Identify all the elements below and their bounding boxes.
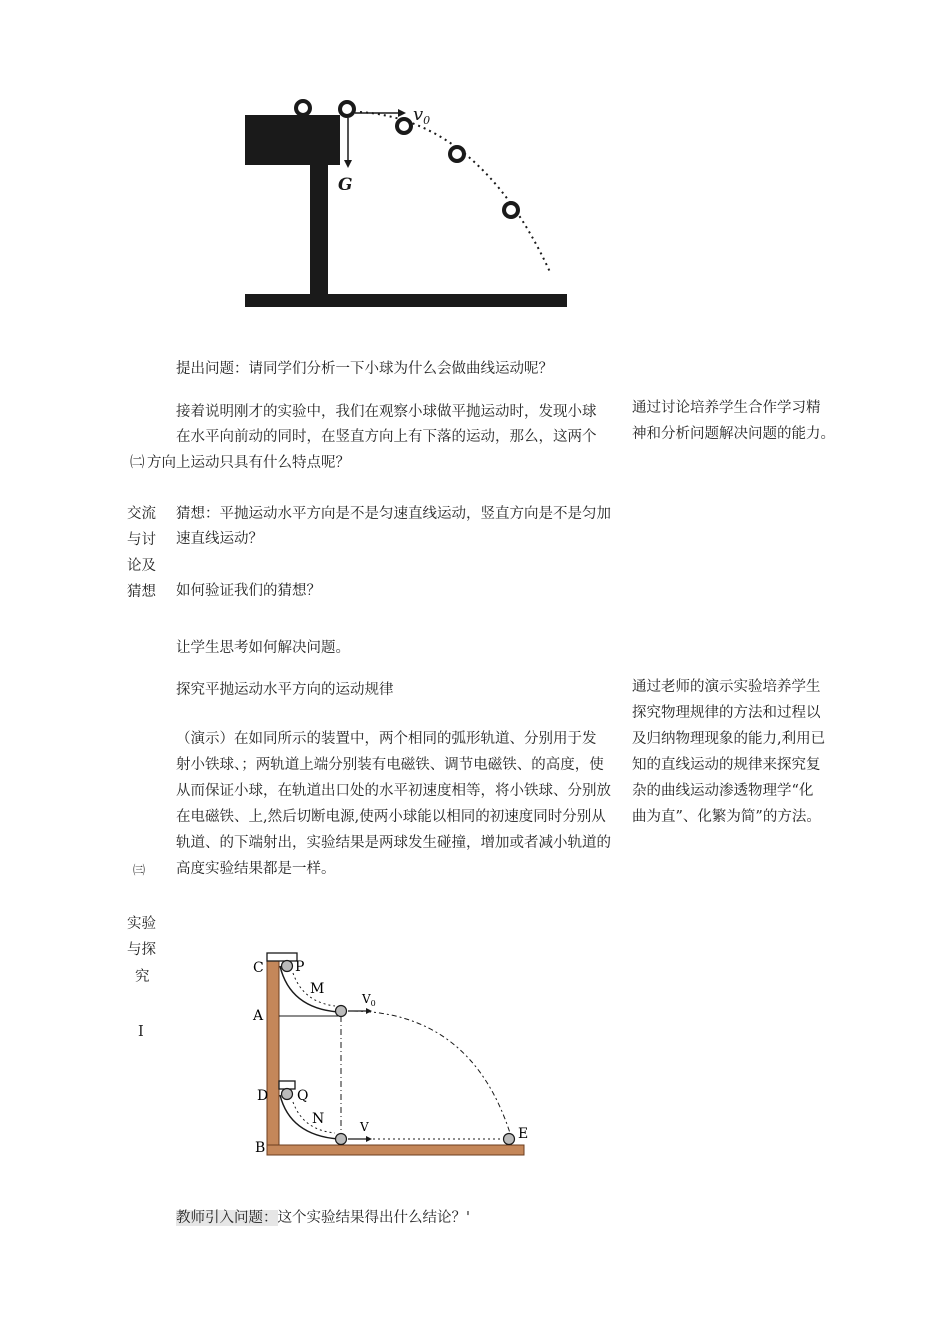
guess-line-1: 猜想：平抛运动水平方向是不是匀速直线运动，竖直方向是不是匀加 xyxy=(176,506,611,522)
label-m: M xyxy=(310,981,325,997)
magnet-d xyxy=(279,1081,295,1089)
magnet-c xyxy=(267,953,297,961)
label-b: B xyxy=(255,1140,266,1156)
think-text: 让学生思考如何解决问题。 xyxy=(176,640,350,656)
exp-label-3: 究 xyxy=(135,969,150,985)
explore-title: 探究平抛运动水平方向的运动规律 xyxy=(176,682,394,698)
side-label-1: 交流 xyxy=(127,506,156,522)
exp-label-1: 实验 xyxy=(127,916,156,932)
upper-trajectory xyxy=(348,1011,510,1133)
ball-e xyxy=(504,1134,515,1145)
question-text: 提出问题：请同学们分析一下小球为什么会做曲线运动呢？ xyxy=(176,361,553,377)
label-c: C xyxy=(253,960,264,976)
v-arrowhead xyxy=(366,1136,372,1142)
note-2-line-2: 探究物理规律的方法和过程以 xyxy=(632,705,821,721)
demo-line-1: （演示）在如同所示的装置中，两个相同的弧形轨道、分别用于发 xyxy=(176,731,597,747)
side-label-2: 与讨 xyxy=(127,532,156,548)
note-1-line-1: 通过讨论培养学生合作学习精 xyxy=(632,400,821,416)
ball-q xyxy=(282,1089,293,1100)
label-g: G xyxy=(338,175,353,195)
label-d: D xyxy=(257,1088,269,1104)
label-a: A xyxy=(253,1008,264,1024)
label-e: E xyxy=(518,1126,529,1142)
label-v: V xyxy=(360,1120,369,1134)
guess-line-2: 速直线运动？ xyxy=(176,531,263,547)
label-q: Q xyxy=(297,1088,309,1104)
ball-m-exit xyxy=(336,1006,347,1017)
v0-arrowhead xyxy=(366,1008,372,1014)
verify-text: 如何验证我们的猜想？ xyxy=(176,583,321,599)
demo-line-3: 从而保证小球，在轨道出口处的水平初速度相等，将小铁球、分别放 xyxy=(176,783,611,799)
conclusion-tail: 这个实验结果得出什么结论？' xyxy=(277,1210,470,1226)
note-2-line-5: 杂的曲线运动渗透物理学“化 xyxy=(632,783,814,799)
label-v0: $v_0$ xyxy=(413,104,431,127)
demo-line-4: 在电磁铁、上,然后切断电源,使两小球能以相同的初速度同时分别从 xyxy=(176,809,606,825)
exp-label-2: 与探 xyxy=(127,942,156,958)
label-p: P xyxy=(295,959,305,975)
demo-line-5: 轨道、的下端射出，实验结果是两球发生碰撞，增加或者减小轨道的 xyxy=(176,835,611,851)
demo-line-6: 高度实验结果都是一样。 xyxy=(176,861,336,877)
roman-numeral: I xyxy=(138,1024,144,1040)
label-v0: $V_0$ xyxy=(362,992,376,1008)
highlighted-lead: 教师引入问题： xyxy=(176,1210,278,1226)
explain-line-2: 在水平向前动的同时，在竖直方向上有下落的运动，那么，这两个 xyxy=(176,429,597,445)
section-mark-3: ㈢ xyxy=(133,863,146,877)
base-board xyxy=(267,1145,524,1155)
label-n: N xyxy=(312,1111,325,1127)
note-1-line-2: 神和分析问题解决问题的能力。 xyxy=(632,426,835,442)
demo-line-2: 射小铁球、；两轨道上端分别装有电磁铁、调节电磁铁、的高度，使 xyxy=(176,757,604,773)
note-2-line-3: 及归纳物理现象的能力,利用已 xyxy=(632,731,826,747)
ball-p xyxy=(282,961,293,972)
explain-line-1: 接着说明刚才的实验中，我们在观察小球做平抛运动时，发现小球 xyxy=(176,404,597,420)
side-label-4: 猜想 xyxy=(127,584,156,600)
note-2-line-1: 通过老师的演示实验培养学生 xyxy=(632,679,821,695)
side-label-3: 论及 xyxy=(127,558,156,574)
note-2-line-4: 知的直线运动的规律来探究复 xyxy=(632,757,821,773)
note-2-line-6: 曲为直”、化繁为简”的方法。 xyxy=(632,809,821,825)
track-n xyxy=(280,1095,338,1139)
explain-line-3: 方向上运动只具有什么特点呢？ xyxy=(147,455,350,471)
section-mark-2: ㈡ xyxy=(130,455,145,471)
vertical-board xyxy=(267,953,279,1153)
ball-n-exit xyxy=(336,1134,347,1145)
